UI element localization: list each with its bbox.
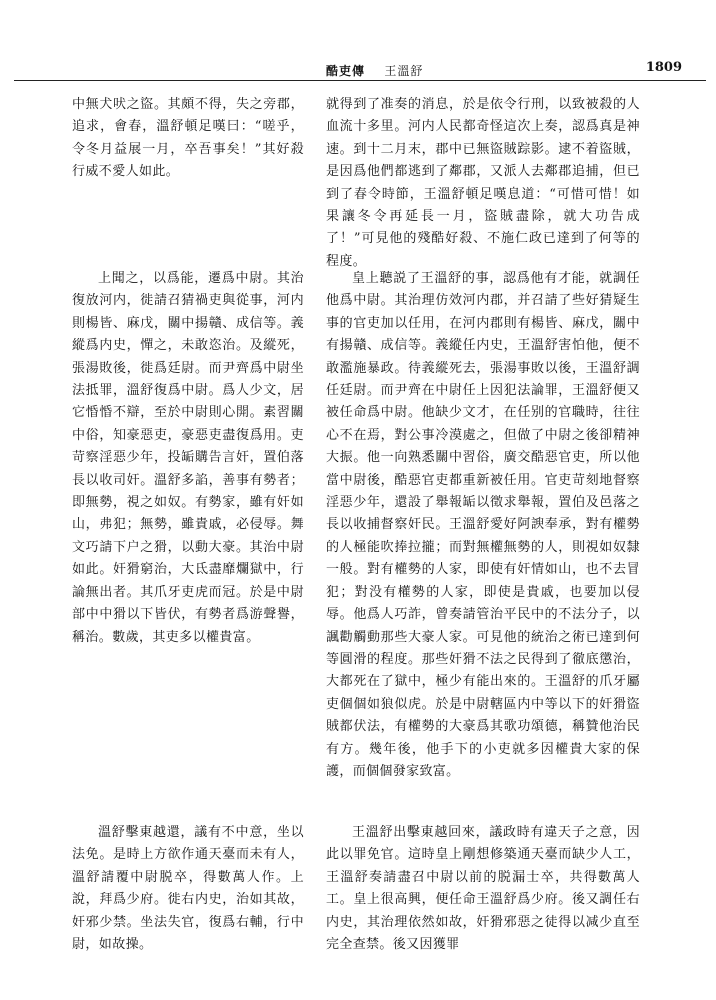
translation-text-block-3 (326, 822, 640, 956)
book-title: 酷吏傳 (326, 64, 366, 78)
chapter-name: 王溫舒 (384, 64, 424, 78)
original-paragraph-1: 中無犬吠之盜。其頗不得，失之旁郡，追求，會春，溫舒頓足嘆曰：“嗟乎，令冬月益展一月，卒吾事矣！”其好殺行威不愛人如此。 (72, 97, 304, 180)
original-text-block-3 (72, 822, 304, 956)
translation-text-block-1 (326, 94, 640, 273)
original-paragraph-3: 溫舒擊東越還，議有不中意，坐以法免。是時上方欲作通天臺而未有人，溫舒請覆中尉脱卒，得數萬人作。上說，拜爲少府。徙右内史，治如其故，奸邪少禁。坐法失官，復爲右輔，行中尉，如故操。 (72, 825, 304, 953)
original-text-block-2 (72, 268, 304, 649)
running-head (326, 62, 423, 79)
page-number: 1809 (645, 60, 682, 75)
translation-text-block-2 (326, 268, 640, 783)
original-paragraph-2: 上聞之，以爲能，遷爲中尉。其治復放河内，徙請召猜禍吏與從事，河内則楊皆、麻戊，關中揚贛、成信等。義縱爲内史，憚之，未敢恣治。及縱死，張湯敗後，徙爲廷尉。而尹齊爲中尉坐法抵罪，溫舒復爲中尉。爲人少文，居它惛惛不辯，至於中尉則心開。素習關中俗，知豪惡吏，豪惡吏盡復爲用。吏苛察淫惡少年，投缿購告言奸，置伯落長以收司奸。溫舒多諂，善事有勢者；即無勢，視之如奴。有勢家，雖有奸如山，弗犯；無勢，雖貴戚，必侵辱。舞文巧請下户之猾，以動大豪。其治中尉如此。奸猾窮治，大氐盡靡爛獄中，行論無出者。其爪牙吏虎而冠。於是中尉部中中猾以下皆伏，有勢者爲游聲譽，稱治。數歲，其吏多以權貴富。 (72, 271, 304, 645)
translation-paragraph-3: 王溫舒出擊東越回來，議政時有違天子之意，因此以罪免官。這時皇上剛想修築通天臺而缺少人工，王溫舒奏請盡召中尉以前的脱漏士卒，共得數萬人工。皇上很高興，便任命王溫舒爲少府。後又調任右内史，其治理依然如故，奸猾邪惡之徒得以减少直至完全查禁。後又因獲罪 (326, 825, 640, 953)
translation-paragraph-1: 就得到了准奏的消息，於是依令行刑，以致被殺的人血流十多里。河内人民都奇怪這次上奏，認爲真是神速。到十二月末，郡中已無盜賊踪影。逮不着盜賊，是因爲他們都逃到了鄰郡，又派人去鄰郡追捕，但已到了春令時節，王溫舒頓足嘆息道：“可惜可惜！如果讓冬令再延長一月，盜賊盡除，就大功告成了！”可見他的殘酷好殺、不施仁政已達到了何等的程度。 (326, 97, 640, 269)
header-rule (14, 80, 706, 81)
original-text-block-1 (72, 94, 304, 184)
translation-paragraph-2: 皇上聽説了王溫舒的事，認爲他有才能，就調任他爲中尉。其治理仿效河内郡，并召請了些好猜疑生事的官吏加以任用，在河内郡則有楊皆、麻戊，關中有揚贛、成信等。義縱任内史，王溫舒害怕他，便不敢濫施暴政。待義縱死去，張湯事敗以後，王溫舒調任廷尉。而尹齊在中尉任上因犯法論罪，王溫舒便又被任命爲中尉。他缺少文才，在任别的官職時，往往心不在焉，對公事冷漠處之，但做了中尉之後卻精神大振。他一向熟悉關中習俗，廣交酷惡官吏，所以他當中尉後，酷惡官吏都重新被任用。官吏苛刻地督察淫惡少年，還設了舉報缿以徵求舉報，置伯及邑落之長以收捕督察奸民。王溫舒愛好阿諛奉承，對有權勢的人極能吹捧拉攏；而對無權無勢的人，則視如奴隸一般。對有權勢的人家，即使有奸情如山，也不去冒犯；對没有權勢的人家，即使是貴戚，也要加以侵辱。他爲人巧詐，曾奏請管治平民中的不法分子，以諷勸觸動那些大豪人家。可見他的統治之術已達到何等圓滑的程度。那些奸猾不法之民得到了徹底懲治，大都死在了獄中，極少有能出來的。王溫舒的爪牙屬吏個個如狼似虎。於是中尉轄區内中等以下的奸猾盜賊都伏法，有權勢的大豪爲其歌功頌德，稱贊他治民有方。幾年後，他手下的小吏就多因權貴大家的保護，而個個發家致富。 (326, 271, 640, 779)
